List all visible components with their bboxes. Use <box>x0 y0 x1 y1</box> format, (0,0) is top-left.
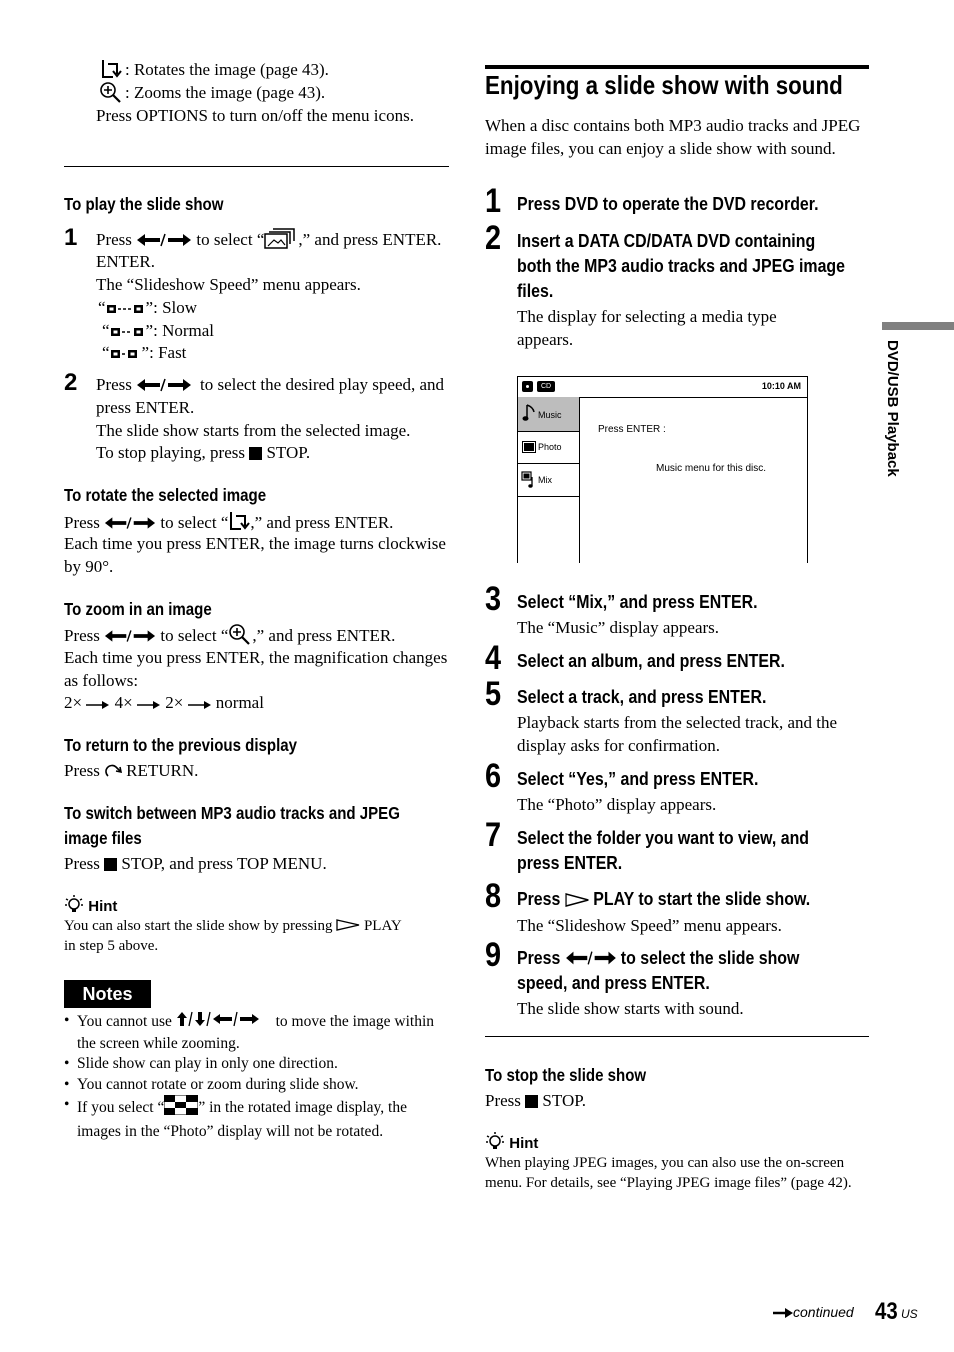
play-step2-text: to select the desired play speed, and press ENTER. <box>96 375 445 417</box>
play-step2-starts: The slide show starts from the selected image. <box>96 421 411 440</box>
slideshow-icon <box>264 227 298 255</box>
play-step1-enter: ENTER. <box>96 252 156 271</box>
hint-text-line2: in step 5 above. <box>64 938 159 954</box>
screen-message: Music menu for this disc. <box>656 463 767 474</box>
switch-heading-line2: image files <box>64 828 142 848</box>
rotate-heading: To rotate the selected image <box>64 485 267 505</box>
screen-tab-photo[interactable]: Photo <box>518 432 579 464</box>
screen-tab-list <box>518 397 580 563</box>
zoom-line1: Press to select “ ,” and press ENTER. <box>64 623 395 651</box>
photo-icon <box>522 441 536 453</box>
hint-title: Hint <box>88 898 118 915</box>
continued-note: continued <box>773 1301 854 1325</box>
notes-list <box>64 1011 449 1142</box>
notes-badge: Notes <box>64 980 151 1008</box>
stop-line: Press STOP. <box>485 1089 586 1114</box>
step-heading: Select an album, and press ENTER. <box>517 650 785 671</box>
step-body: The “Slideshow Speed” menu appears. <box>517 916 782 935</box>
step-heading: Select the folder you want to view, and <box>517 827 810 848</box>
step-number: 9 <box>485 936 502 974</box>
checker-pattern-icon <box>164 1095 198 1122</box>
hint-text: When playing JPEG images, you can also use the on-screen menu. For details, see “Playing JPEG image files” (page 42). <box>485 1155 852 1191</box>
step-heading: speed, and press ENTER. <box>517 972 710 993</box>
section-divider <box>485 1036 869 1037</box>
step-heading: press ENTER. <box>517 852 623 873</box>
step-heading: Insert a DATA CD/DATA DVD containing <box>517 230 816 251</box>
play-step1-menu: The “Slideshow Speed” menu appears. <box>96 275 361 294</box>
step-number: 7 <box>485 816 502 854</box>
speed-fast: “ ”: Fast <box>102 341 186 366</box>
step-heading: Press to select the slide show <box>517 945 799 972</box>
title-rule <box>485 65 869 69</box>
step-heading: files. <box>517 280 554 301</box>
page-number: 43 <box>875 1298 898 1325</box>
screen-tab-music[interactable]: Music <box>518 397 579 432</box>
hint-text-line1: You can also start the slide show by pressing PLAY <box>64 916 402 937</box>
right-intro: When a disc contains both MP3 audio tracks and JPEG image files, you can enjoy a slide show with sound. <box>485 116 861 158</box>
hint-title: Hint <box>509 1135 539 1152</box>
step-body: Playback starts from the selected track, and the display asks for confirmation. <box>517 713 838 755</box>
options-description: Press OPTIONS to turn on/off the menu icons. <box>96 106 414 125</box>
mix-icon <box>521 471 537 493</box>
fast-speed-icon <box>110 343 142 366</box>
arrow-right-icon <box>137 693 161 716</box>
zoom-description: : Zooms the image (page 43). <box>125 83 326 102</box>
return-icon <box>104 761 126 784</box>
note-item: • Slide show can play in only one direction. <box>64 1054 449 1075</box>
rotate-line1: Press to select “ ,” and press ENTER. <box>64 510 393 538</box>
screen-tab-mix[interactable]: Mix <box>518 464 579 497</box>
rotate-description: : Rotates the image (page 43). <box>125 60 329 79</box>
return-line: Press RETURN. <box>64 759 198 784</box>
step-number: 6 <box>485 757 502 795</box>
region-suffix: US <box>901 1307 918 1321</box>
arrow-right-icon <box>86 693 110 716</box>
page-title: Enjoying a slide show with sound <box>485 70 843 100</box>
screen-header <box>518 377 807 398</box>
arrow-right-icon <box>773 1302 793 1325</box>
stop-heading: To stop the slide show <box>485 1065 647 1085</box>
media-type-screen <box>517 376 808 563</box>
step-body: The “Music” display appears. <box>517 618 720 637</box>
side-section-label: DVD/USB Playback <box>884 340 901 477</box>
step-number: 3 <box>485 580 502 618</box>
music-note-icon <box>522 403 536 427</box>
play-icon <box>565 888 589 913</box>
note-item: • If you select “ ” in the rotated image display, the images in the “Photo” display will not be rotated. <box>64 1095 449 1142</box>
step-number: 2 <box>485 219 502 257</box>
four-way-arrow-icon <box>176 1011 272 1034</box>
step-heading: Press DVD to operate the DVD recorder. <box>517 193 819 214</box>
play-step2-stop: To stop playing, press STOP. <box>96 441 310 466</box>
stop-icon <box>525 1091 538 1114</box>
disc-icon <box>522 381 533 392</box>
left-right-arrow-icon <box>565 947 617 972</box>
speed-slow: “ ”: Slow <box>98 296 197 321</box>
screen-time: 10:10 AM <box>761 381 801 391</box>
arrow-right-icon <box>188 693 212 716</box>
play-heading: To play the slide show <box>64 194 224 214</box>
step-number: 1 <box>485 182 502 220</box>
speed-normal: “ ”: Normal <box>102 319 214 344</box>
step-heading: Select a track, and press ENTER. <box>517 686 767 707</box>
play-step1-line1: Press to select “ ,” and press ENTER. <box>96 227 441 255</box>
step-body: The “Photo” display appears. <box>517 795 717 814</box>
switch-heading-line1: To switch between MP3 audio tracks and JPEG <box>64 803 400 823</box>
side-tab-bar <box>882 322 954 330</box>
zoom-heading: To zoom in an image <box>64 599 212 619</box>
step-heading: Select “Yes,” and press ENTER. <box>517 768 759 789</box>
step-heading: Select “Mix,” and press ENTER. <box>517 591 758 612</box>
rotate-description-long: Each time you press ENTER, the image turns clockwise by 90°. <box>64 534 446 576</box>
step-number: 5 <box>485 675 502 713</box>
step-number: 2 <box>64 369 78 396</box>
return-heading: To return to the previous display <box>64 735 298 755</box>
step-heading: both the MP3 audio tracks and JPEG image <box>517 255 846 276</box>
zoom-sequence: 2× 4× 2× normal <box>64 691 264 716</box>
step-number: 1 <box>64 224 78 251</box>
play-step2-line1: Press <box>96 373 192 398</box>
stop-icon <box>104 854 117 877</box>
section-divider <box>64 166 449 167</box>
step-number: 8 <box>485 877 502 915</box>
zoom-description-long: Each time you press ENTER, the magnification changes as follows: <box>64 648 448 690</box>
step-heading: Press PLAY to start the slide show. <box>517 886 810 913</box>
play-icon <box>336 917 360 937</box>
switch-line: Press STOP, and press TOP MENU. <box>64 852 327 877</box>
slow-speed-icon <box>106 298 146 321</box>
stop-icon <box>249 443 262 466</box>
step-number: 4 <box>485 639 502 677</box>
screen-press-enter: Press ENTER : <box>598 424 666 435</box>
step-body: The display for selecting a media type appears. <box>517 307 777 349</box>
note-item: • You cannot use to move the image within the screen while zooming. <box>64 1011 449 1054</box>
note-item: • You cannot rotate or zoom during slide show. <box>64 1075 449 1096</box>
step-body: The slide show starts with sound. <box>517 999 744 1018</box>
cd-badge: CD <box>537 381 555 392</box>
